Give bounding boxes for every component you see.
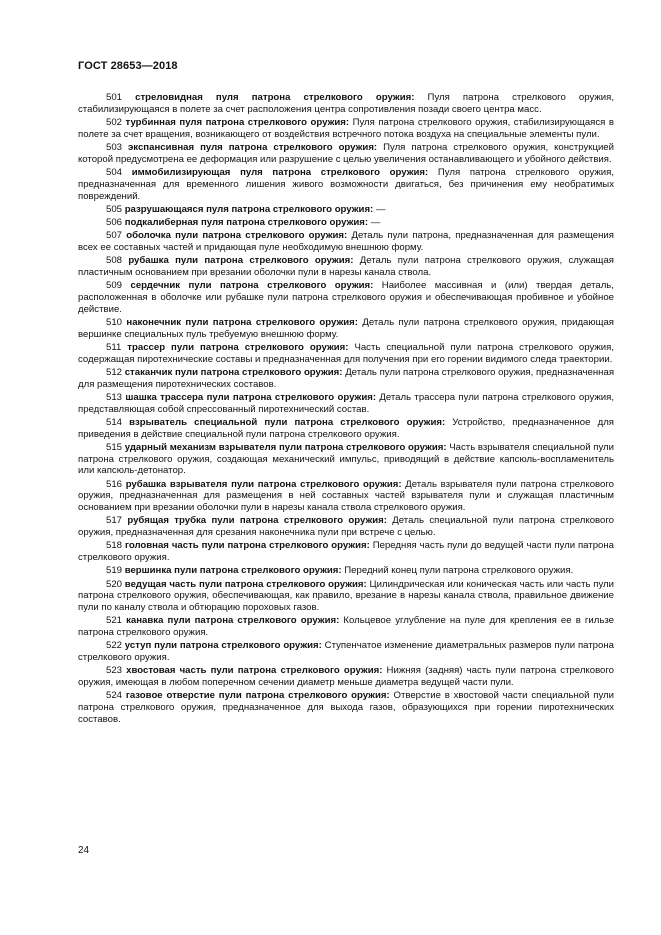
term-number: 509 [106, 280, 123, 292]
term-number: 519 [106, 565, 123, 577]
term-definition: Деталь специальной пули патрона стрелкового оружия, предназначенная для срезания наконечника пули при встрече с целью. [78, 515, 614, 539]
term-number: 522 [106, 640, 123, 652]
term-number: 517 [106, 515, 123, 527]
term-entry [78, 204, 614, 216]
term-number: 511 [106, 341, 122, 353]
term-number: 508 [106, 255, 123, 267]
term-definition: Пуля патрона стрелкового оружия, предназначенная для временного лишения живого возможности двигаться, без причинения ему необратимых повреждений. [78, 166, 614, 202]
term-entry [78, 230, 614, 254]
term-name: головная часть пули патрона стрелкового оружия: [124, 540, 370, 552]
term-name: иммобилизирующая пуля патрона стрелкового оружия: [131, 166, 429, 178]
page-number: 24 [78, 845, 90, 856]
terms-list [78, 92, 614, 727]
term-number: 504 [106, 166, 123, 178]
term-name: разрушающаяся пуля патрона стрелкового оружия: [124, 203, 374, 215]
term-name: экспансивная пуля патрона стрелкового оружия: [128, 141, 378, 153]
term-name: трассер пули патрона стрелкового оружия: [127, 341, 349, 353]
term-number: 503 [106, 141, 123, 153]
term-number: 524 [106, 690, 123, 702]
term-definition: Устройство, предназначенное для приведения в действие специальной пули патрона стрелкового оружия. [78, 416, 614, 440]
term-definition: Пуля патрона стрелкового оружия, стабилизирующаяся в полете за счет вращения, возникающего от воздействия встречного потока воздуха на специальные элементы пули. [78, 116, 614, 140]
term-entry [78, 540, 614, 564]
term-name: турбинная пуля патрона стрелкового оружия: [125, 116, 350, 128]
term-definition: Деталь трассера пули патрона стрелкового оружия, представляющая собой спрессованный пиротехнический состав. [78, 391, 615, 415]
term-entry [78, 479, 614, 514]
term-number: 523 [106, 665, 123, 677]
term-entry [78, 579, 614, 614]
term-name: рубящая трубка пули патрона стрелкового оружия: [127, 515, 387, 527]
term-number: 518 [106, 540, 123, 552]
term-number: 502 [106, 116, 123, 128]
term-definition: Передняя часть пули до ведущей части пули патрона стрелкового оружия. [78, 540, 615, 564]
term-name: ведущая часть пули патрона стрелкового оружия: [124, 578, 367, 590]
term-definition: Наиболее массивная и (или) твердая деталь, расположенная в оболочке или рубашке пули патрона стрелкового оружия и обеспечивающая пробивное и убойное действие. [78, 280, 614, 315]
term-definition: Пуля патрона стрелкового оружия, стабилизирующаяся в полете за счет расположения центра сопротивления позади своего центра масс. [78, 92, 615, 115]
term-entry [78, 565, 614, 577]
term-definition: Кольцевое углубление на пуле для крепления ее в гильзе патрона стрелкового оружия. [78, 615, 614, 639]
term-name: ударный механизм взрывателя пули патрона стрелкового оружия: [124, 441, 447, 453]
term-name: взрыватель специальной пули патрона стрелкового оружия: [129, 416, 446, 428]
term-definition: Отверстие в хвостовой части специальной пули патрона стрелкового оружия, предназначенное для выхода газов, образующихся при горении пиротехнических составов. [78, 690, 614, 725]
term-definition: Часть специальной пули патрона стрелкового оружия, содержащая пиротехнические составы и предназначенная для получения при его горении видимого следа траектории. [78, 341, 615, 365]
term-definition: Часть взрывателя специальной пули патрона стрелкового оружия, создающая механический импульс, приводящий в действие капсюль-воспламенитель или капсюль-детонатор. [78, 441, 615, 477]
document-header: ГОСТ 28653—2018 [78, 60, 178, 72]
term-name: канавка пули патрона стрелкового оружия: [126, 615, 340, 627]
term-entry [78, 665, 614, 689]
term-entry [78, 217, 614, 229]
term-number: 515 [106, 441, 123, 453]
term-definition: Деталь пули патрона стрелкового оружия, предназначенная для размещения пиротехнических составов. [78, 366, 615, 390]
term-entry [78, 417, 614, 441]
term-name: шашка трассера пули патрона стрелкового оружия: [125, 391, 377, 403]
term-definition: Ступенчатое изменение диаметральных размеров пули патрона стрелкового оружия. [78, 640, 614, 664]
term-name: рубашка пули патрона стрелкового оружия: [128, 255, 354, 267]
term-number: 506 [106, 216, 123, 228]
term-entry [78, 690, 614, 725]
term-definition: Нижняя (задняя) часть пули патрона стрелкового оружия, имеющая в любом поперечном сечении диаметр меньше диаметра ведущей части пули. [78, 665, 615, 689]
term-definition: Цилиндрическая или коническая часть или часть пули патрона стрелкового оружия, обеспечивающая, как правило, врезание в нарезы канала ствола, правильное движение пули по каналу ствола и обтюрацию пороховых газов. [78, 578, 614, 614]
term-entry [78, 167, 614, 202]
term-number: 514 [106, 416, 123, 428]
term-entry [78, 255, 614, 279]
term-entry [78, 317, 614, 341]
term-definition: Деталь пули патрона стрелкового оружия, придающая вершинке специальных пуль требуемую внешнюю форму. [78, 316, 615, 340]
term-name: вершинка пули патрона стрелкового оружия: [124, 565, 342, 577]
term-entry [78, 615, 614, 639]
term-name: наконечник пули патрона стрелкового оружия: [126, 316, 358, 328]
term-number: 505 [106, 203, 123, 215]
term-entry [78, 640, 614, 664]
term-number: 512 [106, 366, 123, 378]
term-entry [78, 92, 614, 116]
term-definition: Деталь пули патрона стрелкового оружия, служащая пластичным основанием при врезании оболочки пули в нарезы канала ствола. [78, 255, 614, 278]
term-entry [78, 342, 614, 366]
term-definition: — [375, 203, 386, 215]
term-name: сердечник пули патрона стрелкового оружия: [130, 280, 374, 292]
term-number: 513 [106, 391, 123, 403]
term-number: 507 [106, 230, 123, 242]
term-entry [78, 142, 614, 166]
term-name: подкалиберная пуля патрона стрелкового оружия: [124, 216, 369, 228]
term-number: 516 [106, 478, 123, 490]
term-entry [78, 367, 614, 391]
term-name: стаканчик пули патрона стрелкового оружия: [124, 366, 343, 378]
term-number: 521 [106, 615, 123, 627]
term-entry [78, 515, 614, 539]
term-entry [78, 392, 614, 416]
term-entry [78, 117, 614, 141]
term-number: 510 [106, 316, 123, 328]
term-entry [78, 280, 614, 315]
term-definition: Деталь пули патрона, предназначенная для размещения всех ее составных частей и придающая пуле необходимую внешнюю форму. [78, 230, 614, 253]
term-definition: Передний конец пули патрона стрелкового оружия. [344, 565, 574, 577]
term-name: уступ пули патрона стрелкового оружия: [124, 640, 322, 652]
term-name: рубашка взрывателя пули патрона стрелкового оружия: [125, 478, 402, 490]
term-name: стреловидная пуля патрона стрелкового оружия: [135, 92, 415, 103]
term-name: газовое отверстие пули патрона стрелкового оружия: [125, 690, 390, 702]
term-name: оболочка пули патрона стрелкового оружия: [126, 230, 348, 242]
term-entry [78, 442, 614, 477]
term-definition: Пуля патрона стрелкового оружия, конструкцией которой предусмотрена ее деформация или разрушение с целью увеличения останавливающего и убойного действия. [78, 141, 615, 165]
term-name: хвостовая часть пули патрона стрелкового оружия: [126, 665, 383, 677]
term-number: 520 [106, 578, 123, 590]
term-definition: Деталь взрывателя пули патрона стрелкового оружия, предназначенная для размещения в ней составных частей взрывателя пули и служащая пластичным основанием при врезании оболочки пули в нарезы канала ствола стрелкового оружия. [78, 478, 614, 514]
term-number: 501 [106, 92, 123, 103]
term-definition: — [370, 216, 381, 228]
